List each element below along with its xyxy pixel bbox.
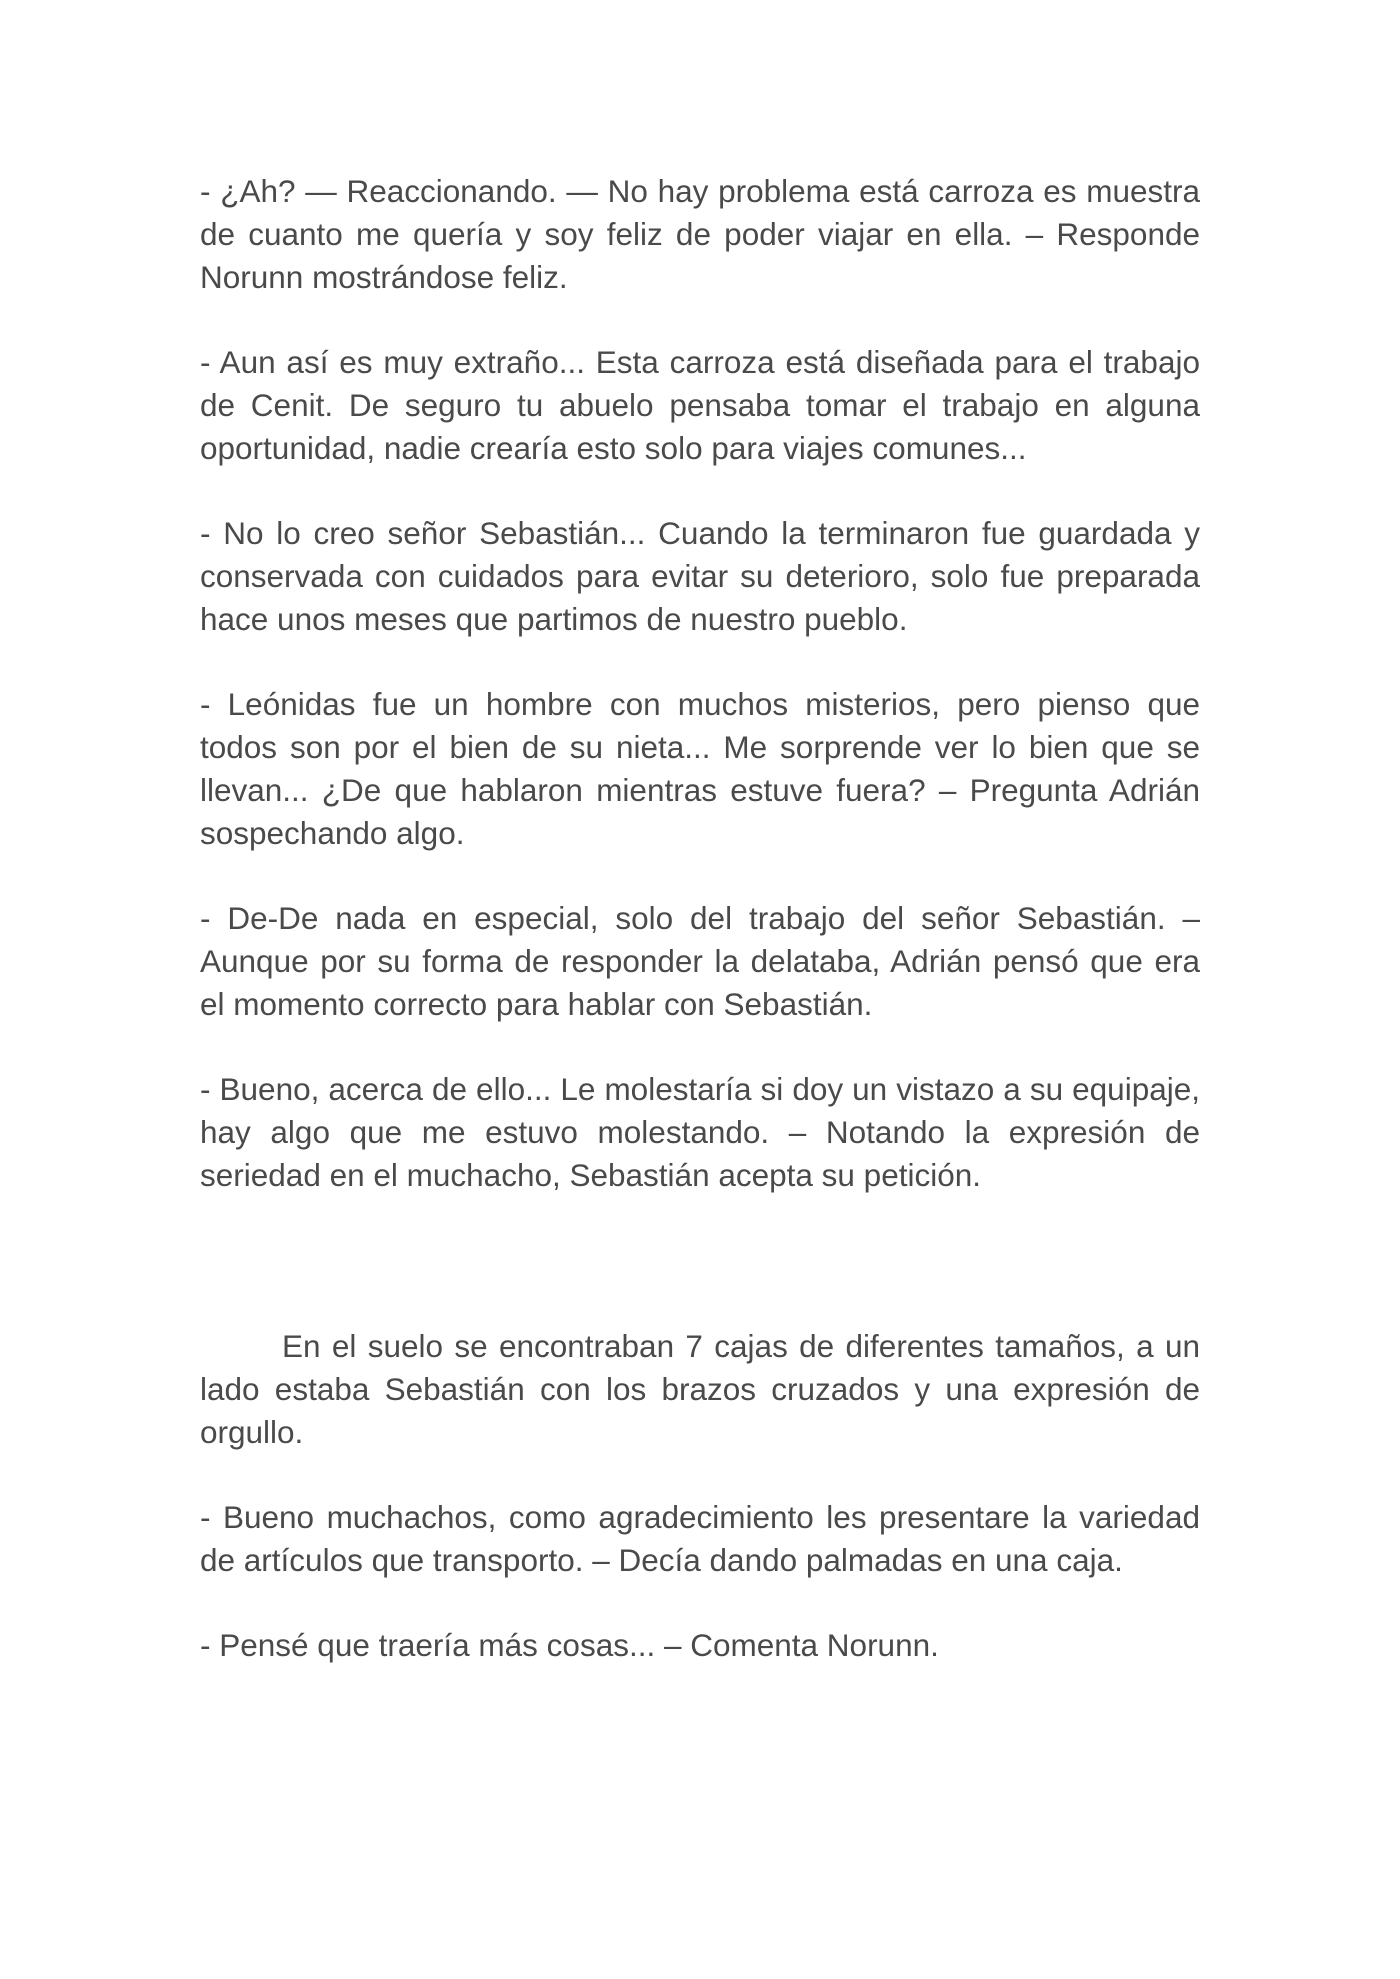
paragraph: - Bueno muchachos, como agradecimiento les presentare la variedad de artículos que transporto. – Decía dando palmadas en una caja. xyxy=(200,1499,1200,1578)
paragraph: - No lo creo señor Sebastián... Cuando la terminaron fue guardada y conservada con cuidados para evitar su deterioro, solo fue preparada hace unos meses que partimos de nuestro pueblo. xyxy=(200,515,1200,637)
section-break xyxy=(200,1239,1200,1325)
paragraph: - Pensé que traería más cosas... – Comenta Norunn. xyxy=(200,1627,939,1663)
paragraph: - ¿Ah? — Reaccionando. — No hay problema está carroza es muestra de cuanto me quería y soy feliz de poder viajar en ella. – Responde Norunn mostrándose feliz. xyxy=(200,173,1200,295)
paragraph: - Aun así es muy extraño... Esta carroza está diseñada para el trabajo de Cenit. De seguro tu abuelo pensaba tomar el trabajo en alguna oportunidad, nadie crearía esto solo para viajes comunes... xyxy=(200,344,1200,466)
paragraph: - De-De nada en especial, solo del trabajo del señor Sebastián. – Aunque por su forma de responder la delataba, Adrián pensó que era el momento correcto para hablar con Sebastián. xyxy=(200,900,1200,1022)
paragraph-indented: En el suelo se encontraban 7 cajas de diferentes tamaños, a un lado estaba Sebastián con los brazos cruzados y una expresión de orgullo. xyxy=(200,1328,1200,1450)
paragraph: - Leónidas fue un hombre con muchos misterios, pero pienso que todos son por el bien de su nieta... Me sorprende ver lo bien que se llevan... ¿De que hablaron mientras estuve fuera? – Pregunta Adrián sospechando algo. xyxy=(200,686,1200,851)
paragraph: - Bueno, acerca de ello... Le molestaría si doy un vistazo a su equipaje, hay algo que me estuvo molestando. – Notando la expresión de seriedad en el muchacho, Sebastián acepta su petición. xyxy=(200,1071,1200,1193)
text-column xyxy=(200,170,1200,1709)
